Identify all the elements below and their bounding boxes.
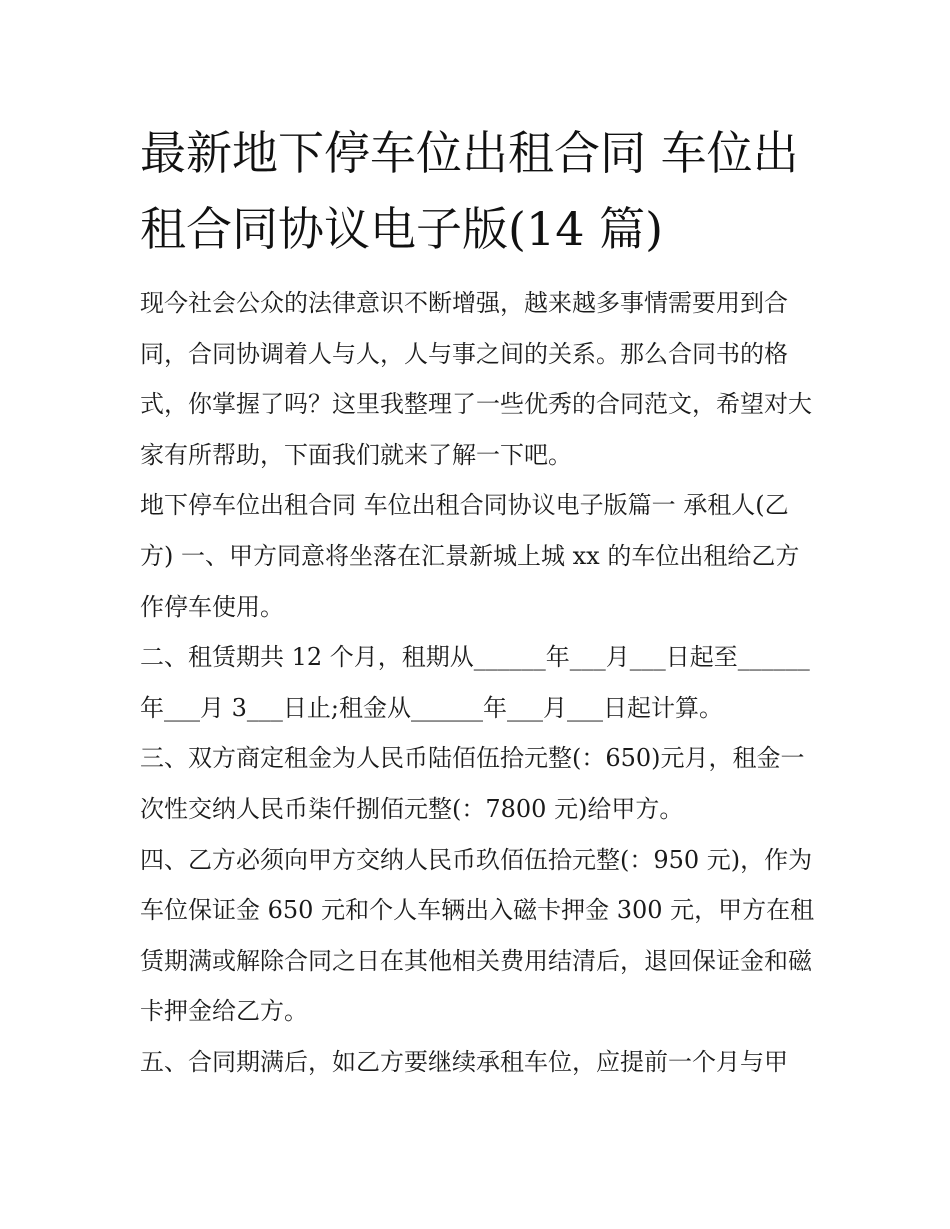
document-body xyxy=(140,278,815,1088)
paragraph-article-4: 四、乙方必须向甲方交纳人民币玖佰伍拾元整(：950 元)，作为车位保证金 650 元和个人车辆出入磁卡押金 300 元，甲方在租赁期满或解除合同之日在其他相关费用结清后，退回保证金和磁卡押金给乙方。 xyxy=(140,845,815,1026)
paragraph-article-3: 三、双方商定租金为人民币陆佰伍拾元整(：650)元月，租金一次性交纳人民币柒仟捌佰元整(：7800 元)给甲方。 xyxy=(140,744,805,823)
paragraph-article-5: 五、合同期满后，如乙方要继续承租车位，应提前一个月与甲 xyxy=(140,1047,788,1076)
paragraph-article-2: 二、租赁期共 12 个月，租期从______年___月___日起至______年___月 3___日止;租金从______年___月___日起计算。 xyxy=(140,643,810,722)
paragraph-article-1: 地下停车位出租合同 车位出租合同协议电子版篇一 承租人(乙方) 一、甲方同意将坐落在汇景新城上城 xx 的车位出租给乙方作停车使用。 xyxy=(140,491,800,621)
document-title: 最新地下停车位出租合同 车位出租合同协议电子版(14 篇) xyxy=(140,126,799,256)
paragraph-intro: 现今社会公众的法律意识不断增强，越来越多事情需要用到合同，合同协调着人与人，人与事之间的关系。那么合同书的格式，你掌握了吗？这里我整理了一些优秀的合同范文，希望对大家有所帮助，下面我们就来了解一下吧。 xyxy=(140,289,812,469)
